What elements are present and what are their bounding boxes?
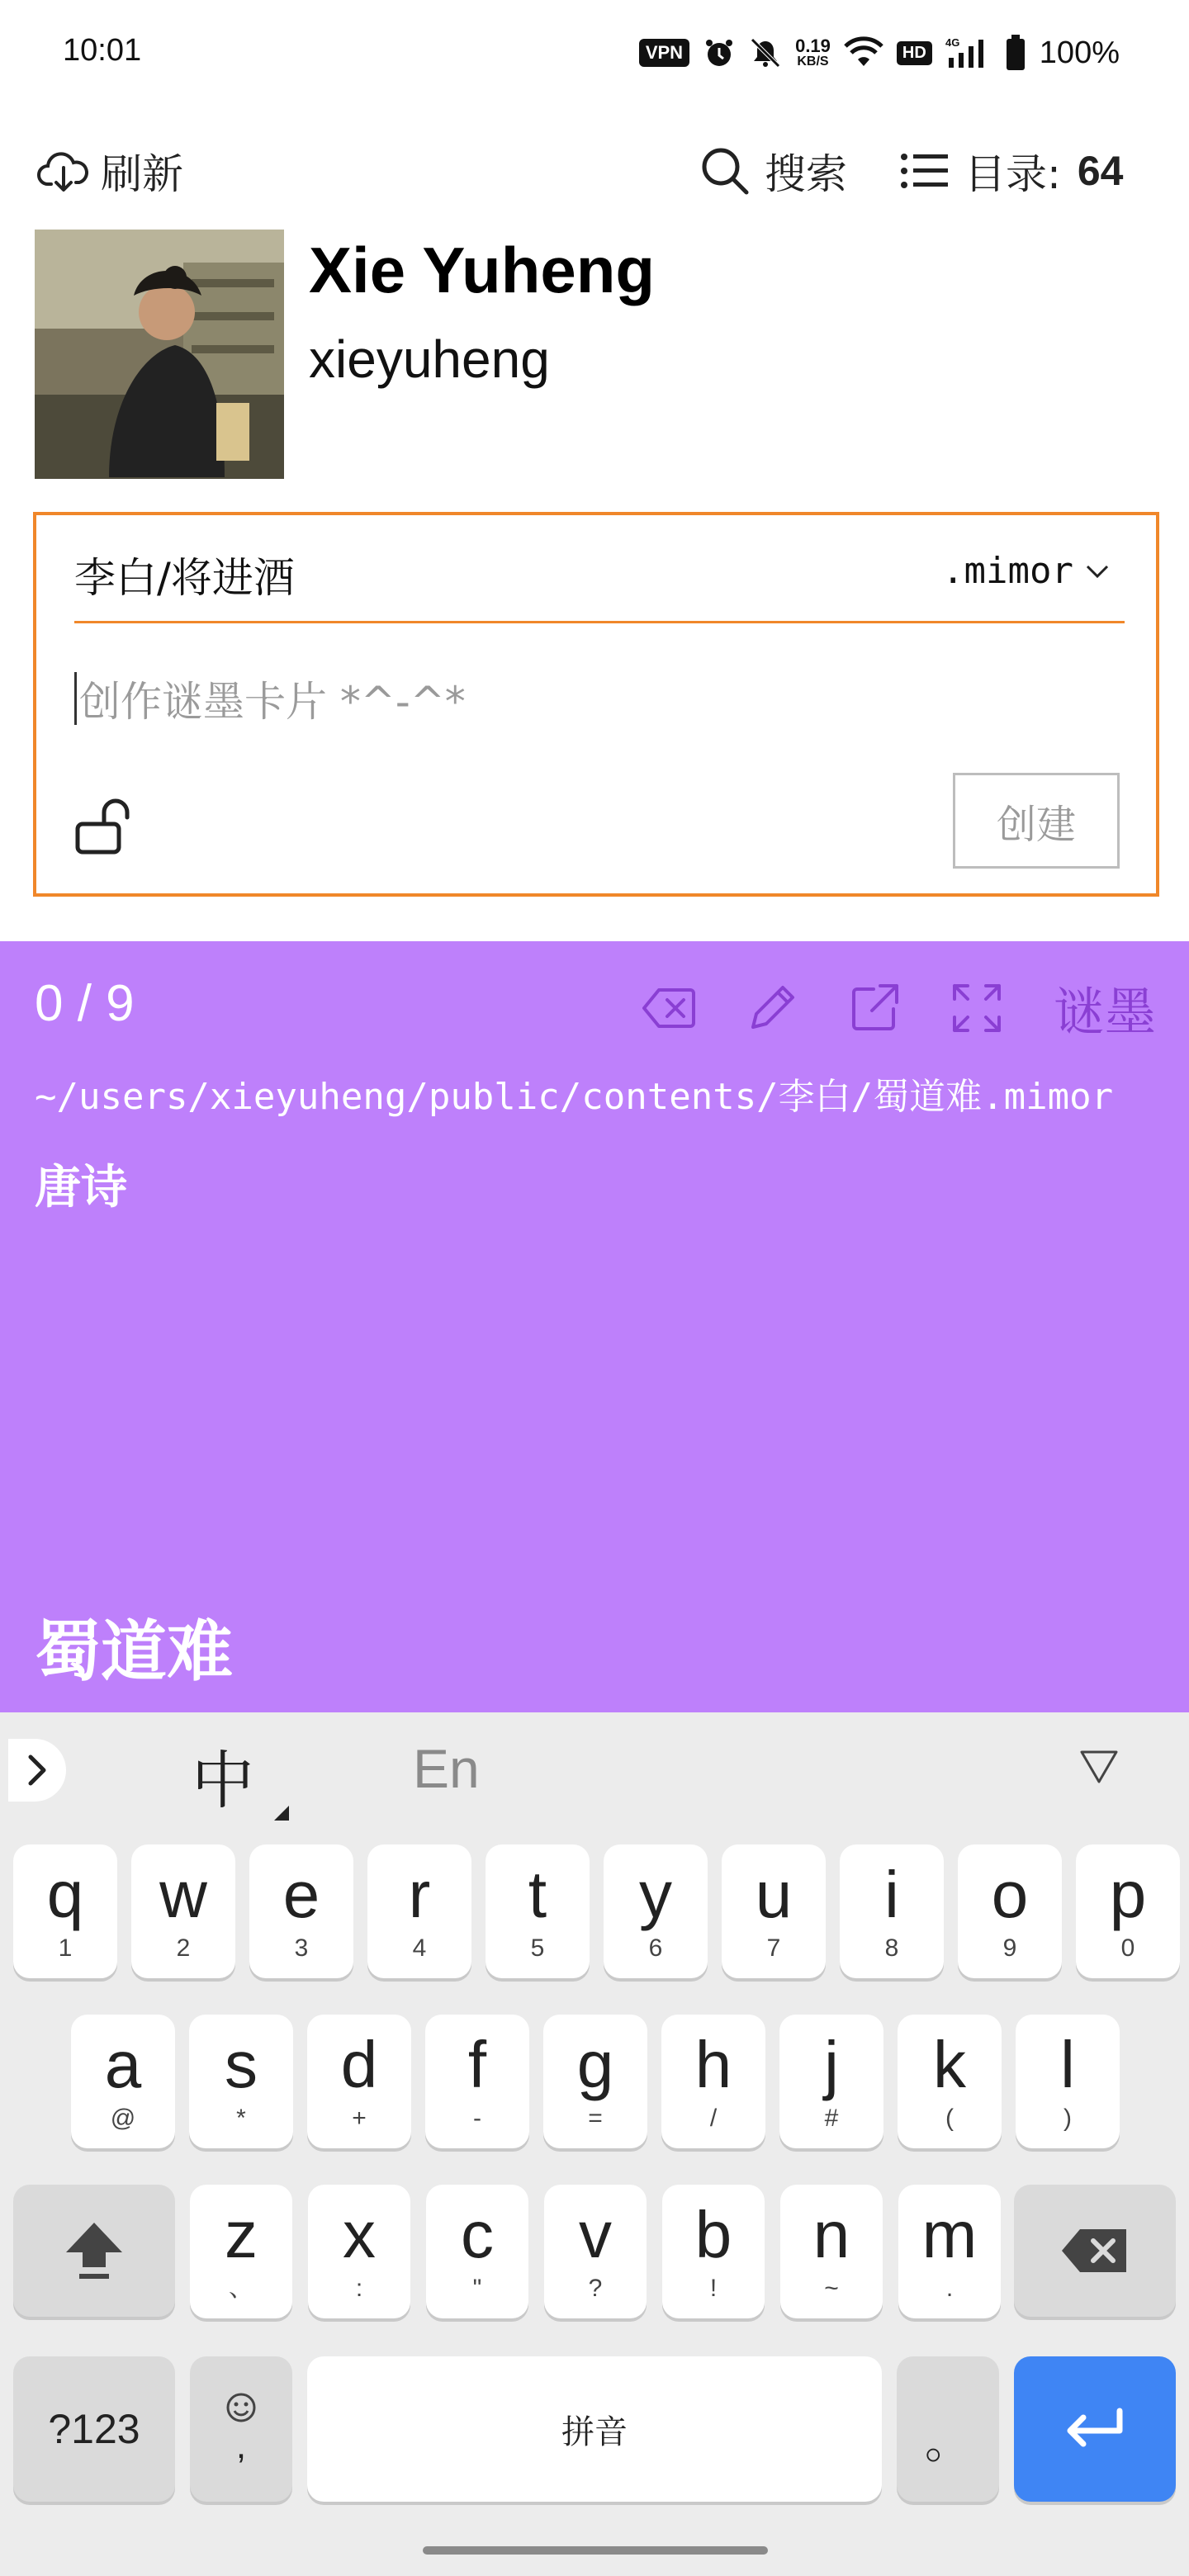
extension-value: .mimor [942,550,1073,592]
vpn-badge: VPN [639,39,689,67]
keyboard-expand-button[interactable] [8,1739,66,1802]
card-title: 蜀道难 [35,1613,233,1690]
key-label: b [694,2198,732,2271]
key-z[interactable] [190,2185,292,2318]
key-i[interactable] [840,1844,944,1978]
alarm-icon [703,36,736,69]
key-sublabel: 3 [294,1934,309,1962]
key-label: e [282,1858,320,1931]
search-icon [700,146,750,196]
path-input[interactable]: 李白/将进酒 [74,554,295,602]
content-input[interactable]: 创作谜墨卡片 *^-^* [79,678,466,726]
corner-triangle-icon [274,1806,289,1821]
fullscreen-icon[interactable] [951,983,1002,1034]
battery-icon [1005,35,1026,71]
emoji-icon [225,2391,258,2424]
key-label: y [639,1858,672,1931]
key-label: t [528,1858,547,1931]
key-sublabel: ) [1063,2105,1072,2132]
lock-toggle[interactable] [74,796,134,855]
key-label: z [225,2198,258,2271]
key-label: a [104,2028,142,2101]
key-sublabel: ( [945,2105,954,2132]
card-tag: 唐诗 [35,1161,127,1215]
unlock-icon [74,796,134,855]
key-sublabel: 7 [766,1934,781,1962]
key-label: l [1060,2028,1075,2101]
key-sublabel: 9 [1002,1934,1017,1962]
key-label: f [467,2028,487,2101]
card-actions [642,971,1156,1044]
period-key[interactable] [897,2356,999,2502]
key-label: m [921,2198,978,2271]
create-button[interactable]: 创建 [953,773,1120,869]
key-label: c [461,2198,494,2271]
profile-handle: xieyuheng [309,329,550,389]
network-speed-unit: KB/S [797,54,829,69]
list-icon [900,153,948,189]
key-label: i [884,1858,899,1931]
key-sublabel: " [472,2275,482,2302]
extension-select[interactable] [942,550,1110,592]
period-key-label: 。 [925,2416,971,2469]
wifi-icon [844,36,883,69]
toc-count: 64 [1077,148,1124,194]
enter-key[interactable] [1014,2356,1176,2502]
key-label: p [1109,1858,1147,1931]
key-label: x [343,2198,376,2271]
key-sublabel: 5 [530,1934,545,1962]
avatar-photo [35,230,284,479]
key-e[interactable] [249,1844,353,1978]
collapse-keyboard-icon[interactable] [1078,1745,1120,1787]
search-button[interactable] [700,142,847,200]
avatar[interactable] [35,230,284,479]
key-sublabel: * [236,2105,246,2132]
key-sublabel: 0 [1120,1934,1135,1962]
key-sublabel: 1 [58,1934,73,1962]
key-v[interactable] [544,2185,647,2318]
status-time: 10:01 [63,33,142,68]
key-label: v [579,2198,612,2271]
key-sublabel: @ [110,2105,136,2132]
refresh-label: 刷新 [101,150,183,198]
keyboard-toolbar [0,1712,1189,1826]
editor-card [33,512,1159,897]
key-h[interactable] [661,2015,765,2148]
key-sublabel: ~ [824,2275,839,2302]
key-y[interactable] [604,1844,708,1978]
key-u[interactable] [722,1844,826,1978]
toc-label: 目录: [964,150,1061,198]
key-r[interactable] [367,1844,471,1978]
key-label: g [576,2028,614,2101]
card-path: ~/users/xieyuheng/public/contents/李白/蜀道难.mimor [35,1076,1114,1118]
key-o[interactable] [958,1844,1062,1978]
key-j[interactable] [779,2015,883,2148]
mode-english[interactable]: En [413,1738,480,1799]
key-p[interactable] [1076,1844,1180,1978]
toc-button[interactable] [900,142,1123,200]
chevron-down-icon [1085,563,1110,580]
key-sublabel: - [473,2105,481,2132]
key-s[interactable] [189,2015,293,2148]
cloud-download-icon [36,146,91,196]
network-type: 4G [945,36,960,49]
key-sublabel: : [355,2275,363,2302]
home-indicator[interactable] [423,2546,768,2555]
status-icons [639,30,1120,76]
key-label: o [991,1858,1029,1931]
key-sublabel: 4 [412,1934,427,1962]
key-label: q [46,1858,84,1931]
path-underline [74,621,1125,623]
backspace-icon [1060,2228,1130,2274]
key-c[interactable] [426,2185,528,2318]
card-progress: 0 / 9 [35,975,135,1032]
key-sublabel: 2 [176,1934,191,1962]
keyboard [0,1712,1189,2576]
cell-signal-icon [945,36,992,69]
key-t[interactable] [486,1844,590,1978]
network-speed-value: 0.19 [795,36,831,56]
key-label: k [933,2028,966,2101]
enter-icon [1062,2406,1128,2452]
key-label: r [408,1858,431,1931]
key-q[interactable] [13,1844,117,1978]
key-sublabel: = [588,2105,603,2132]
key-sublabel: # [824,2105,839,2132]
key-label: s [225,2028,258,2101]
backspace-key[interactable] [1014,2185,1176,2317]
mute-bell-icon [749,36,782,69]
emoji-key-comma: , [235,2426,247,2466]
shift-icon [61,2219,127,2282]
mimor-card[interactable] [0,941,1189,1712]
shift-key[interactable] [13,2185,175,2317]
app-label[interactable]: 谜墨 [1053,982,1156,1042]
space-key[interactable] [307,2356,882,2502]
key-label: n [812,2198,850,2271]
space-key-label: 拼音 [561,2413,628,2451]
key-label: d [340,2028,378,2101]
mode-chinese[interactable] [192,1731,289,1821]
key-sublabel: . [945,2275,954,2302]
chevron-right-icon [26,1754,49,1787]
key-sublabel: ? [588,2275,603,2302]
mode-chinese-label: 中 [192,1744,254,1817]
profile-name: Xie Yuheng [309,234,656,306]
key-label: j [824,2028,839,2101]
key-d[interactable] [307,2015,411,2148]
key-label: w [159,1858,207,1931]
key-f[interactable] [425,2015,529,2148]
key-sublabel: + [352,2105,367,2132]
key-label: h [694,2028,732,2101]
key-n[interactable] [780,2185,883,2318]
battery-percent: 100% [1039,35,1120,70]
key-sublabel: ! [709,2275,718,2302]
key-w[interactable] [131,1844,235,1978]
key-l[interactable] [1016,2015,1120,2148]
key-b[interactable] [662,2185,765,2318]
hd-badge: HD [897,41,932,65]
refresh-button[interactable] [36,142,183,200]
text-caret [74,672,77,725]
edit-icon[interactable] [746,983,798,1034]
key-a[interactable] [71,2015,175,2148]
symbols-key-label: ?123 [48,2406,140,2452]
key-x[interactable] [308,2185,410,2318]
symbols-key[interactable] [13,2356,175,2502]
key-label: u [755,1858,793,1931]
key-m[interactable] [898,2185,1001,2318]
key-sublabel: 8 [884,1934,899,1962]
emoji-comma-key[interactable] [190,2356,292,2502]
delete-icon[interactable] [642,987,695,1030]
key-g[interactable] [543,2015,647,2148]
key-sublabel: 6 [648,1934,663,1962]
key-sublabel: 、 [229,2275,253,2302]
external-link-icon[interactable] [849,983,900,1034]
search-label: 搜索 [765,150,847,198]
key-sublabel: / [709,2105,718,2132]
network-speed [795,37,831,69]
key-k[interactable] [898,2015,1002,2148]
